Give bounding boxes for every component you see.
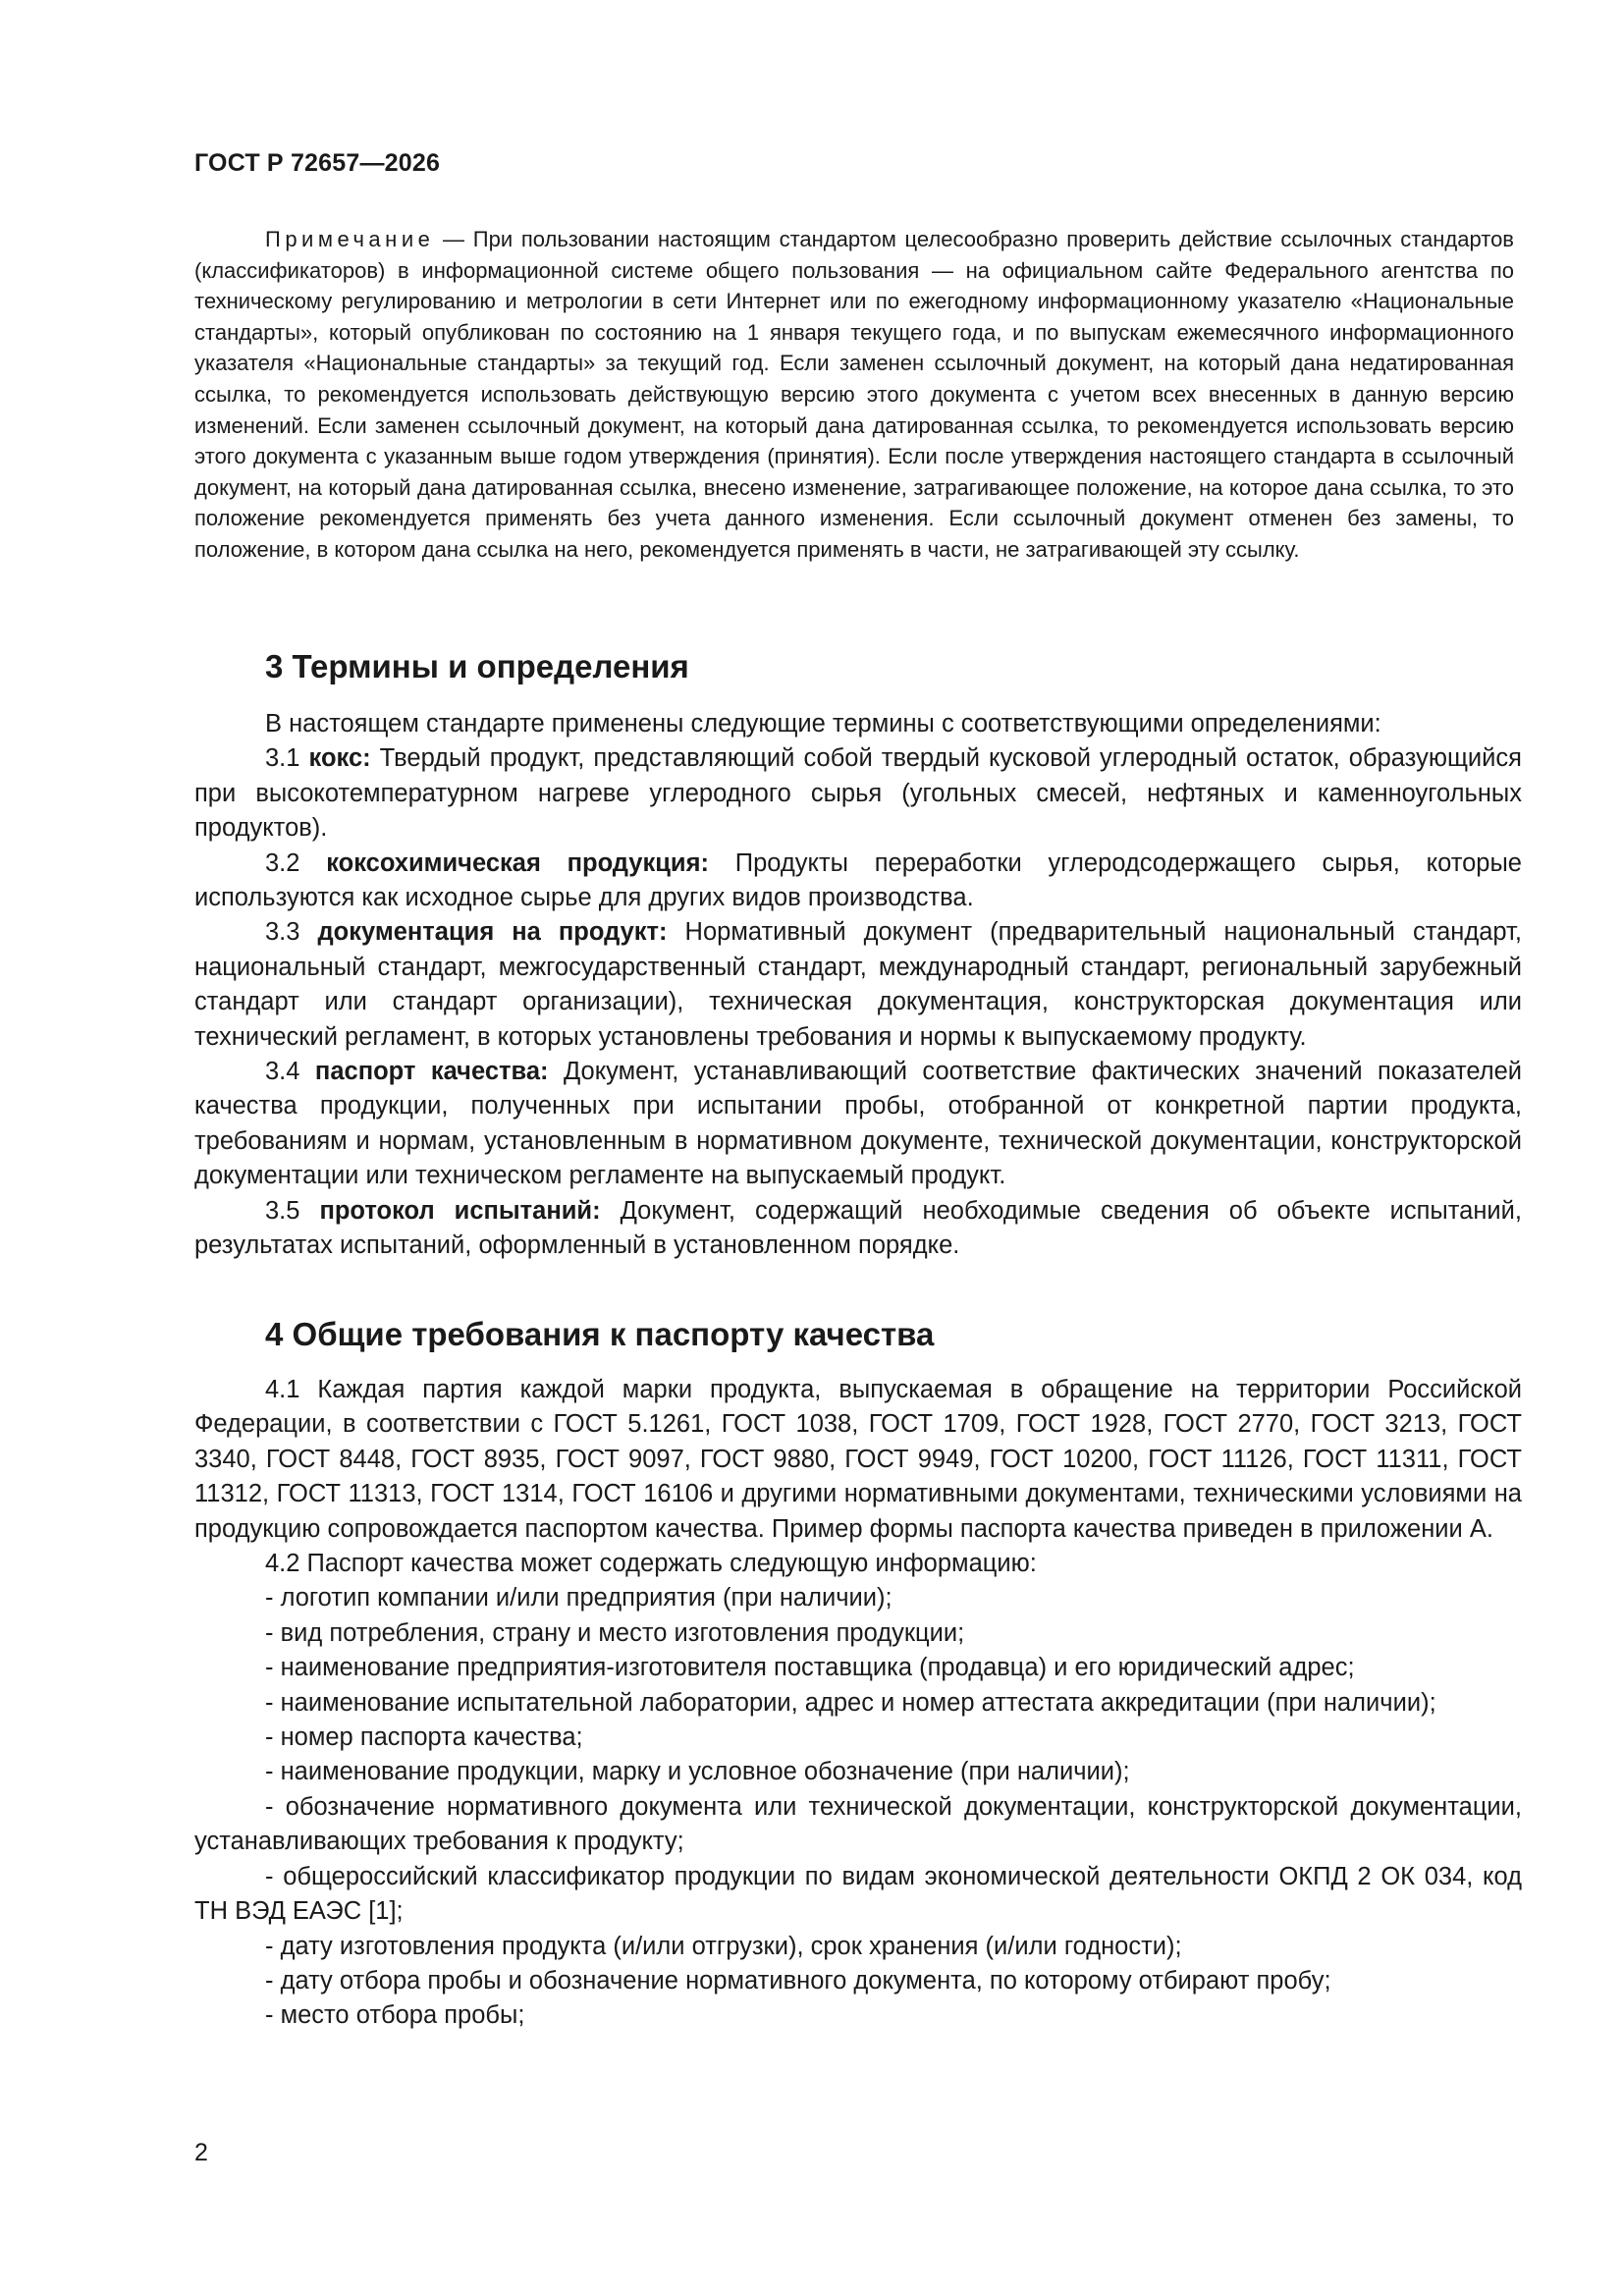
list-item: - обозначение нормативного документа или технической документации, конструкторской документации, устанавливающих требования к продукту; (194, 1792, 1522, 1856)
term-3-5 (194, 1194, 1522, 1264)
term-number: 3.3 (265, 918, 318, 947)
term-number: 3.5 (265, 1196, 320, 1225)
list-item: - номер паспорта качества; (265, 1723, 583, 1752)
term-definition: Продукты переработки углеродсодержащего сырья, которые используются как исходное сырье для других видов производства. (194, 848, 1522, 912)
list-item: - наименование предприятия-изготовителя поставщика (продавца) и его юридический адрес; (265, 1654, 1355, 1682)
list-item: - общероссийский классификатор продукции по видам экономической деятельности ОКПД 2 ОК 034, код ТН ВЭД ЕАЭС [1]; (194, 1862, 1522, 1926)
list-item: - логотип компании и/или предприятия (при наличии); (265, 1584, 893, 1613)
paragraph-4-1: 4.1 Каждая партия каждой марки продукта, выпускаемая в обращение на территории Российской Федерации, в соответствии с ГОСТ 5.1261, ГОСТ 1038, ГОСТ 1709, ГОСТ 1928, ГОСТ 2770, ГОСТ 3213, ГОСТ 3340, ГОСТ 8448, ГОСТ 8935, ГОСТ 9097, ГОСТ 9880, ГОСТ 9949, ГОСТ 10200, ГОСТ 11126, ГОСТ 11311, ГОСТ 11312, ГОСТ 11313, ГОСТ 1314, ГОСТ 16106 и другими нормативными документами, техническими условиями на продукцию сопровождается паспортом качества. Пример формы паспорта качества приведен в приложении А. (194, 1376, 1522, 1543)
term-number: 3.4 (265, 1058, 315, 1086)
section-4-body (194, 1373, 1522, 2034)
section-4-title: 4 Общие требования к паспорту качества (265, 1316, 935, 1352)
paragraph-4-2: 4.2 Паспорт качества может содержать следующую информацию: (265, 1550, 1037, 1578)
term-definition: Твердый продукт, представляющий собой твердый кусковой углеродный остаток, образующийся при высокотемпературном нагреве углеродного сырья (угольных смесей, нефтяных и каменноугольных продуктов). (194, 744, 1522, 843)
term-name: протокол испытаний: (319, 1196, 601, 1225)
term-definition: Нормативный документ (предварительный национальный стандарт, национальный стандарт, межгосударственный стандарт, международный стандарт, региональный зарубежный стандарт или стандарт организации), техническая документация, конструкторская документация или технический регламент, в которых установлены требования и нормы к выпускаемому продукту. (194, 918, 1522, 1051)
term-name: кокс: (308, 744, 371, 773)
term-3-2 (194, 847, 1522, 916)
section-3-body (194, 707, 1522, 1264)
list-item: - место отбора пробы; (265, 2001, 525, 2030)
term-name: документация на продукт: (317, 918, 668, 947)
list-item: - дату изготовления продукта (и/или отгрузки), срок хранения (и/или годности); (265, 1932, 1182, 1960)
document-header: ГОСТ Р 72657—2026 (194, 149, 441, 177)
note-text: — При пользовании настоящим стандартом целесообразно проверить действие ссылочных стандартов (классификаторов) в информационной системе общего пользования — на официальном сайте Федерального агентства по техническому регулированию и метрологии в сети Интернет или по ежегодному информационному указателю «Национальные стандарты», который опубликован по состоянию на 1 января текущего года, и по выпускам ежемесячного информационного указателя «Национальные стандарты» за текущий год. Если заменен ссылочный документ, на который дана недатированная ссылка, то рекомендуется использовать действующую версию этого документа с учетом всех внесенных в данную версию изменений. Если заменен ссылочный документ, на который дана датированная ссылка, то рекомендуется использовать версию этого документа с указанным выше годом утверждения (принятия). Если после утверждения настоящего стандарта в ссылочный документ, на который дана датированная ссылка, внесено изменение, затрагивающее положение, на которое дана ссылка, то это положение рекомендуется применять без учета данного изменения. Если ссылочный документ отменен без замены, то положение, в котором дана ссылка на него, рекомендуется применять в части, не затрагивающей эту ссылку. (194, 227, 1514, 562)
page-number: 2 (194, 2139, 208, 2166)
term-3-3 (194, 915, 1522, 1055)
term-3-1 (194, 741, 1522, 846)
term-number: 3.2 (265, 848, 327, 877)
section-3-intro: В настоящем стандарте применены следующие термины с соответствующими определениями: (265, 710, 1381, 738)
term-definition: Документ, устанавливающий соответствие фактических значений показателей качества продукции, полученных при испытании пробы, отобранной от конкретной партии продукта, требованиям и нормам, установленным в нормативном документе, технической документации, конструкторской документации или техническом регламенте на выпускаемый продукт. (194, 1058, 1522, 1190)
list-item: - наименование продукции, марку и условное обозначение (при наличии); (265, 1758, 1130, 1786)
note-block (194, 224, 1514, 566)
note-paragraph (194, 224, 1514, 566)
term-3-4 (194, 1055, 1522, 1194)
term-definition: Документ, содержащий необходимые сведения об объекте испытаний, результатах испытаний, оформленный в установленном порядке. (194, 1196, 1522, 1260)
term-number: 3.1 (265, 744, 309, 773)
note-label: Примечание (265, 227, 435, 251)
list-item: - дату отбора пробы и обозначение нормативного документа, по которому отбирают пробу; (265, 1966, 1331, 1995)
list-item: - наименование испытательной лаборатории, адрес и номер аттестата аккредитации (при наличии); (265, 1688, 1436, 1717)
term-name: паспорт качества: (314, 1058, 549, 1086)
section-3-title: 3 Термины и определения (265, 648, 689, 684)
term-name: коксохимическая продукция: (326, 848, 709, 877)
list-item: - вид потребления, страну и место изготовления продукции; (265, 1618, 965, 1647)
